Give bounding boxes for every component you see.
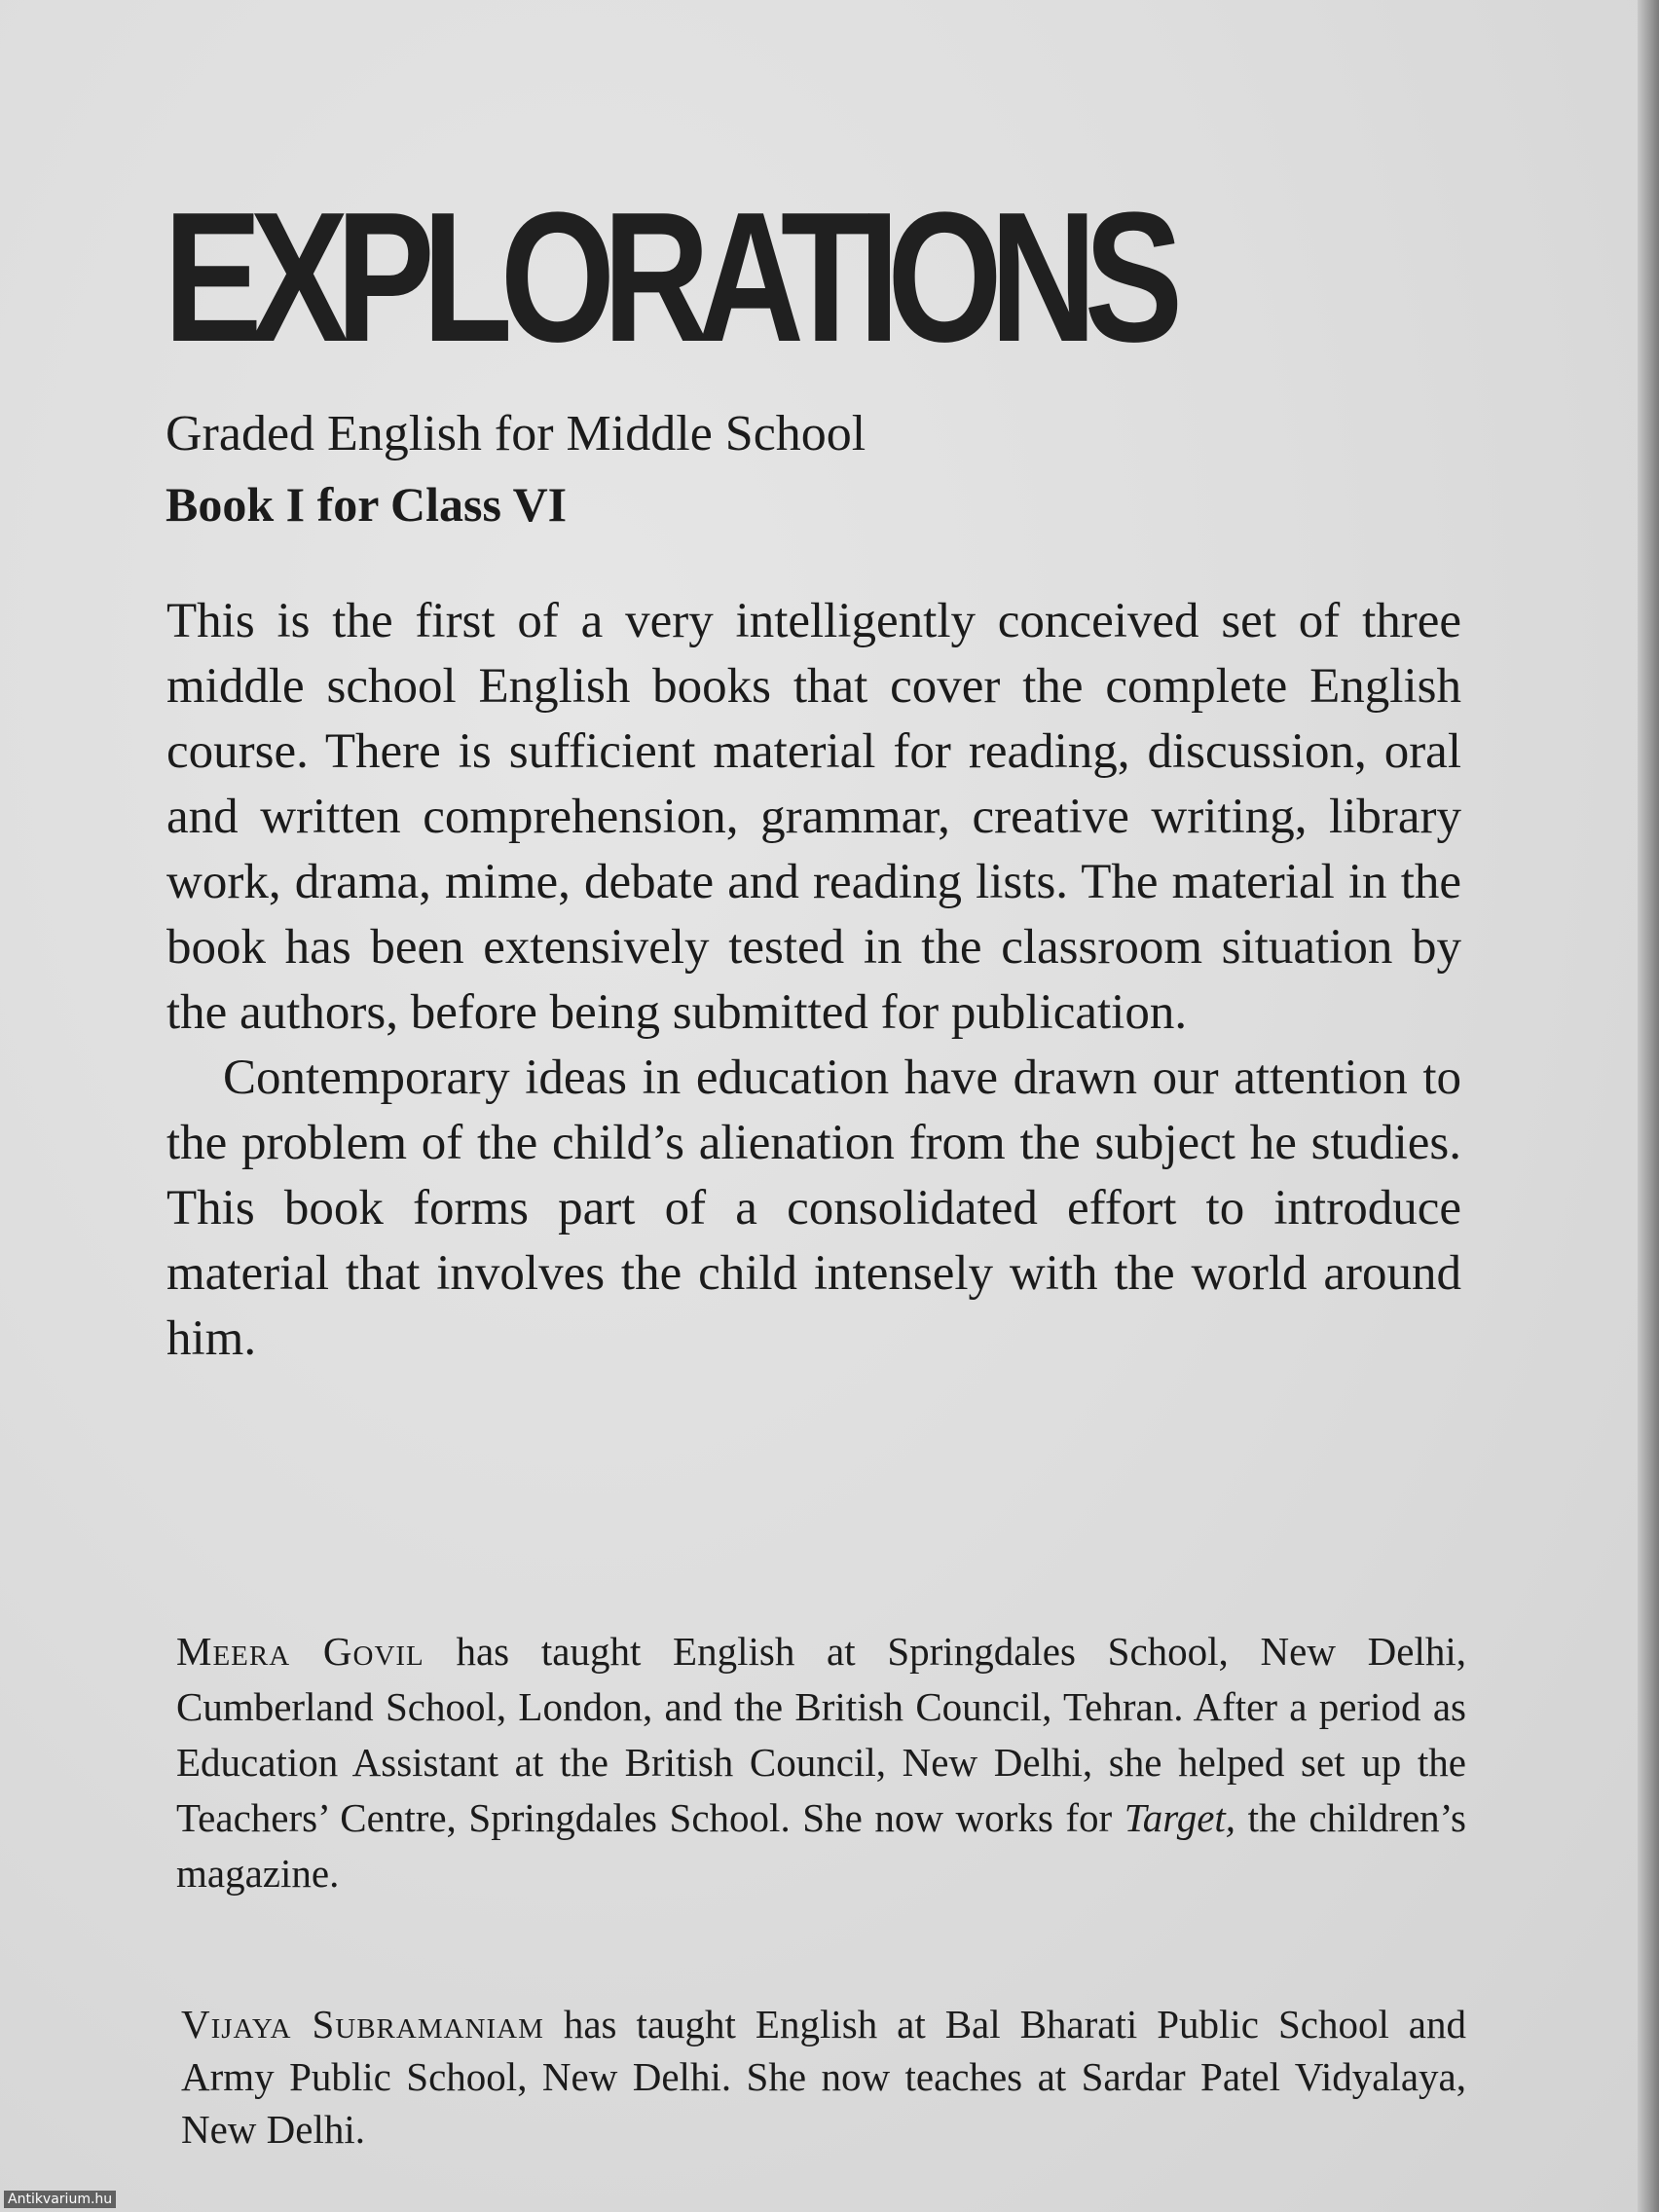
description-paragraph-2: Contemporary ideas in education have drawn our attention to the problem of the child’s alienation from the subject he studies. This book forms part of a consolidated effort to introduce material that involves the child intensely with the world around him. — [166, 1051, 1461, 1366]
author-name: Vijaya Subramaniam — [181, 2002, 544, 2046]
author-bio-meera-govil — [176, 1624, 1466, 1901]
author-bio-text-end: the children’s magazine. — [176, 1795, 1466, 1896]
page-edge-shadow — [1638, 0, 1659, 2212]
book-title: EXPLORATIONS — [164, 174, 1171, 381]
author-name: Meera Govil — [176, 1629, 424, 1674]
description-body — [166, 589, 1461, 1372]
author-bio-text: has taught English at Bal Bharati Public School and Army Public School, New Delhi. She now teaches at Sardar Patel Vidyalaya, New Delhi. — [181, 2002, 1467, 2152]
description-paragraph-1: This is the first of a very intelligently conceived set of three middle school English books that cover the complete English course. There is sufficient material for reading, discussion, oral and written comprehension, grammar, creative writing, library work, drama, mime, debate and reading lists. The material in the book has been extensively tested in the classroom situation by the authors, before being submitted for publication. — [166, 594, 1461, 1040]
author-bio-text: has taught English at Springdales School, New Delhi, Cumberland School, London, and the British Council, Tehran. After a period as Education Assistant at the British Council, New Delhi, she helped set up the Teachers’ Centre, Springdales School. She now works for — [176, 1629, 1466, 1840]
author-bio-vijaya-subramaniam — [181, 1998, 1466, 2156]
source-watermark: Antikvarium.hu — [4, 2191, 116, 2208]
book-subtitle — [166, 399, 866, 539]
magazine-name: Target, — [1124, 1795, 1236, 1840]
subtitle-line-1: Graded English for Middle School — [166, 406, 866, 461]
subtitle-line-2: Book I for Class VI — [166, 477, 568, 532]
